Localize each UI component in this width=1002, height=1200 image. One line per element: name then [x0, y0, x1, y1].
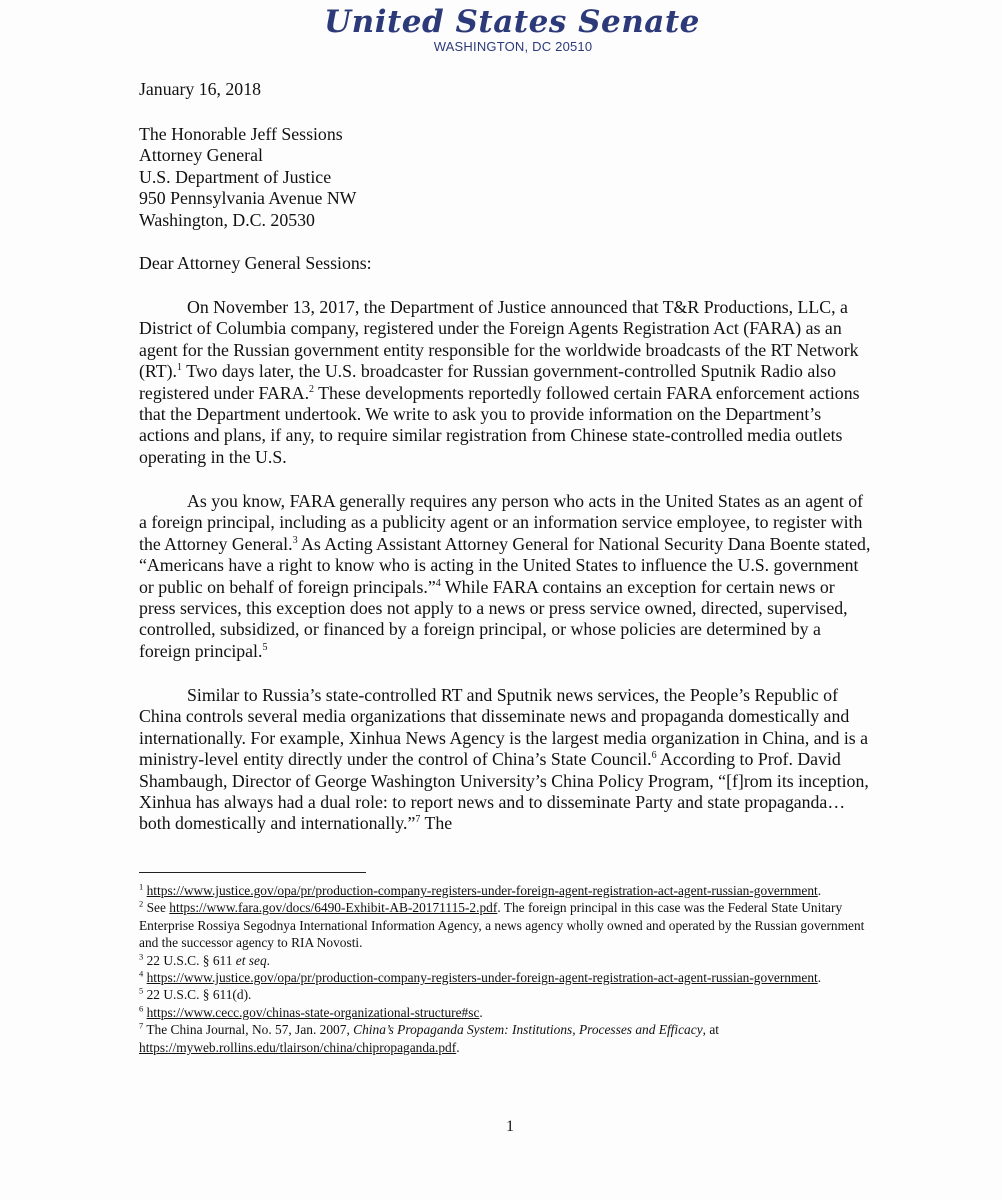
paragraph-text: Two days later, the U.S. broadcaster for Russian government-controlled Sputnik Radio also registered under FARA. [139, 361, 836, 403]
footnote-number: 6 [139, 1003, 144, 1014]
footnote-text: . [817, 970, 822, 986]
paragraph-3 [139, 685, 875, 835]
footnote-text: . [817, 883, 822, 898]
footnote-text: . [456, 1039, 460, 1055]
recipient-line: Attorney General [139, 145, 263, 166]
recipient-line: The Honorable Jeff Sessions [139, 124, 343, 144]
footnote-link[interactable]: https://www.justice.gov/opa/pr/production-company-registers-under-foreign-agent-registration-act-agent-russian-government [146, 970, 818, 986]
salutation: Dear Attorney General Sessions: [139, 253, 372, 273]
footnote-ref: 1 [176, 362, 182, 374]
footnote-text: . The foreign principal in this case was the Federal State Unitary Enterprise Rossiya Segodnya International Information Agency, a news agency wholly owned and operated by the Russian government and the successor agency to RIA Novosti. [139, 900, 865, 951]
paragraph-text: According to Prof. David Shambaugh, Director of George Washington University’s China Policy Program, “[f]rom its inception, Xinhua has always had a dual role: to report news and to disseminate Party and state propaganda… both domestically and internationally.” [139, 749, 869, 834]
footnote-number: 2 [139, 898, 144, 909]
recipient-line: 950 Pennsylvania Avenue NW [139, 188, 357, 209]
footnote-ref: 2 [309, 383, 315, 395]
recipient-line: Washington, D.C. 20530 [139, 209, 315, 230]
footnote-2 [139, 899, 875, 951]
recipient-line: U.S. Department of Justice [139, 166, 332, 187]
footnote-ref: 3 [292, 534, 298, 546]
paragraph-text: The [420, 813, 453, 834]
paragraph-1 [139, 297, 875, 468]
page-number: 1 [506, 1118, 514, 1135]
letterhead-title: United States Senate [324, 4, 700, 40]
footnote-4 [139, 969, 875, 986]
footnote-italic: China’s Propaganda System: Institutions, Processes and Efficacy [353, 1022, 703, 1038]
footnote-text: , at [702, 1022, 719, 1038]
footnote-ref: 5 [262, 641, 268, 653]
paragraph-text: While FARA contains an exception for certain news or press services, this exception does not apply to a news or press service owned, directed, supervised, controlled, subsidized, or financed by a foreign principal, or whose policies are determined by a foreign principal. [139, 576, 848, 661]
footnote-3 [139, 952, 875, 969]
footnote-text: . [479, 1004, 483, 1020]
footnote-link[interactable]: https://www.cecc.gov/chinas-state-organizational-structure#sc [146, 1004, 480, 1020]
recipient-address [139, 124, 875, 231]
footnote-text: The China Journal, No. 57, Jan. 2007, [146, 1022, 354, 1038]
footnote-number: 5 [139, 985, 144, 996]
footnote-italic: et seq [235, 952, 267, 968]
footnote-link[interactable]: https://myweb.rollins.edu/tlairson/china/chipropaganda.pdf [139, 1039, 457, 1055]
footnote-text: See [146, 900, 170, 916]
paragraph-text: As you know, FARA generally requires any person who acts in the United States as an agent of a foreign principal, including as a publicity agent or an information service employee, to register with the Attorney General. [139, 491, 864, 554]
letterhead-address: WASHINGTON, DC 20510 [433, 39, 593, 54]
footnote-ref: 4 [435, 577, 441, 589]
footnote-link[interactable]: https://www.justice.gov/opa/pr/production-company-registers-under-foreign-agent-registration-act-agent-russian-government [146, 883, 818, 898]
footnote-5 [139, 986, 875, 1003]
footnote-ref: 7 [415, 814, 421, 826]
letterhead [0, 2, 1002, 54]
footnote-number: 1 [139, 881, 144, 892]
paragraph-2 [139, 491, 875, 662]
paragraph-text: On November 13, 2017, the Department of Justice announced that T&R Productions, LLC, a District of Columbia company, registered under the Foreign Agents Registration Act (FARA) as an agent for the Russian government entity responsible for the worldwide broadcasts of the RT Network (RT). [139, 297, 859, 382]
footnote-number: 4 [139, 968, 144, 979]
footnote-ref: 6 [651, 750, 657, 762]
paragraph-text: Similar to Russia’s state-controlled RT and Sputnik news services, the People’s Republic of China controls several media organizations that disseminate news and propaganda domestically and internationally. For example, Xinhua News Agency is the largest media organization in China, and is a ministry-level entity directly under the control of China’s State Council. [139, 685, 869, 770]
footnote-6 [139, 1004, 875, 1021]
paragraph-text: These developments reportedly followed certain FARA enforcement actions that the Department undertook. We write to ask you to provide information on the Department’s actions and plans, if any, to require similar registration from Chinese state-controlled media outlets operating in the U.S. [139, 382, 860, 467]
footnote-link[interactable]: https://www.fara.gov/docs/6490-Exhibit-AB-20171115-2.pdf [169, 900, 498, 916]
footnotes [139, 882, 875, 1056]
paragraph-text: As Acting Assistant Attorney General for National Security Dana Boente stated, “Americans have a right to know who is acting in the United States to influence the U.S. government or public on behalf of foreign principals.” [139, 533, 871, 597]
footnote-number: 7 [139, 1020, 144, 1031]
footnote-divider [139, 872, 366, 873]
footnote-number: 3 [139, 951, 144, 962]
letter-date: January 16, 2018 [139, 79, 261, 99]
footnote-text: . [266, 952, 271, 968]
footnote-7 [139, 1021, 875, 1056]
footnote-text: 22 U.S.C. § 611(d). [146, 987, 252, 1003]
footnote-1 [139, 882, 875, 899]
footnote-text: 22 U.S.C. § 611 [146, 952, 236, 968]
